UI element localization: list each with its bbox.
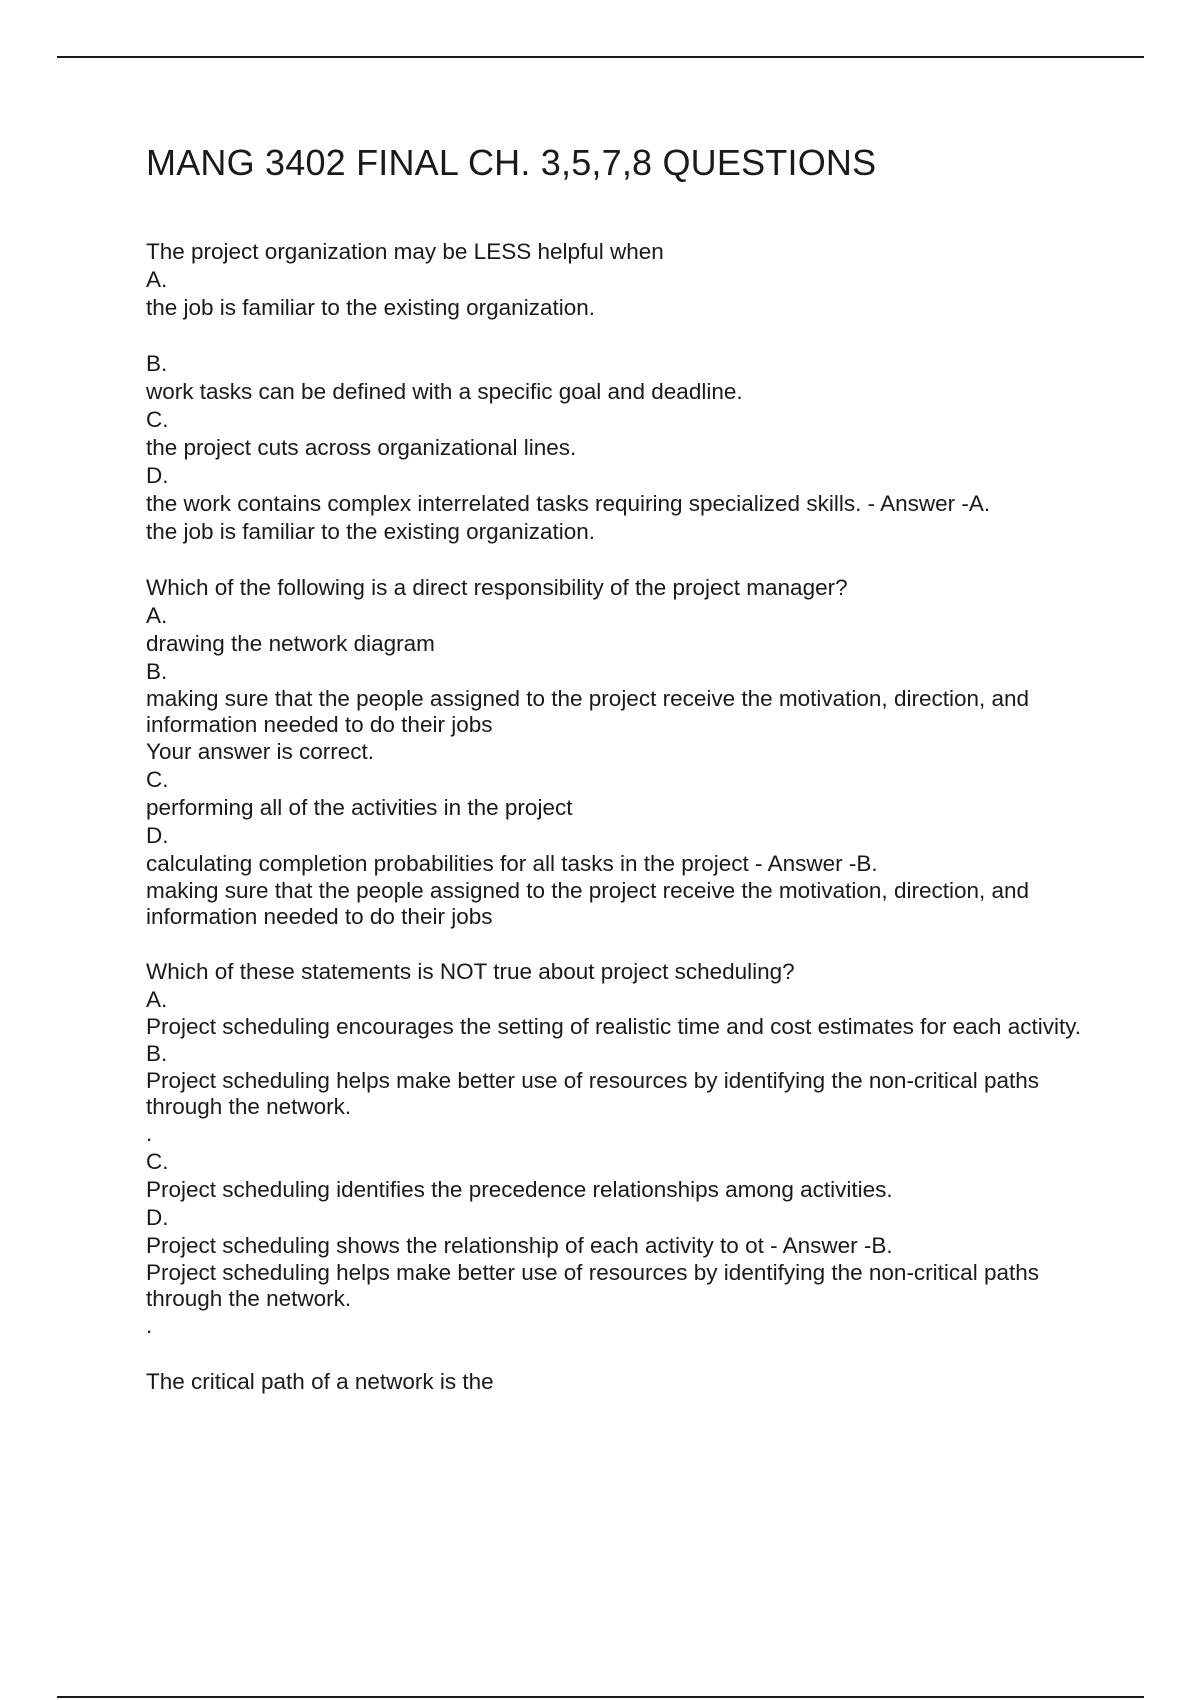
q3-option-c-label: C.	[146, 1149, 169, 1174]
question-3	[146, 958, 1086, 1340]
q1-answer-text: the job is familiar to the existing organization.	[146, 519, 595, 544]
q2-option-d-text: calculating completion probabilities for all tasks in the project - Answer -B.	[146, 851, 878, 876]
q3-option-b-label: B.	[146, 1041, 168, 1066]
q3-dot-separator: .	[146, 1121, 153, 1146]
q2-option-b-text: making sure that the people assigned to the project receive the motivation, direction, and information needed to do their jobs	[146, 686, 1030, 737]
q3-option-d-text: Project scheduling shows the relationship of each activity to ot - Answer -B.	[146, 1233, 893, 1258]
q1-option-d-label: D.	[146, 463, 169, 488]
q2-option-a-text: drawing the network diagram	[146, 631, 435, 656]
spacer	[146, 1340, 1086, 1368]
q1-option-c-label: C.	[146, 407, 169, 432]
q2-option-a-label: A.	[146, 603, 168, 628]
q1-option-b-text: work tasks can be defined with a specific goal and deadline.	[146, 379, 743, 404]
question-2	[146, 574, 1086, 930]
q3-question: Which of these statements is NOT true about project scheduling?	[146, 959, 795, 984]
q2-option-d-label: D.	[146, 823, 169, 848]
q1-question: The project organization may be LESS helpful when	[146, 239, 664, 264]
q3-option-a-text: Project scheduling encourages the setting of realistic time and cost estimates for each activity.	[146, 1014, 1082, 1039]
q2-option-c-label: C.	[146, 767, 169, 792]
q2-feedback: Your answer is correct.	[146, 739, 375, 764]
spacer	[146, 930, 1086, 958]
q3-option-d-label: D.	[146, 1205, 169, 1230]
top-rule	[57, 56, 1144, 58]
q1-option-b-label: B.	[146, 351, 168, 376]
question-4	[146, 1368, 1086, 1396]
q4-question: The critical path of a network is the	[146, 1369, 494, 1394]
q3-option-b-text: Project scheduling helps make better use of resources by identifying the non-critical paths through the network.	[146, 1068, 1039, 1119]
q2-option-b-label: B.	[146, 659, 168, 684]
q1-option-d-text: the work contains complex interrelated tasks requiring specialized skills. - Answer -A.	[146, 491, 991, 516]
q2-answer-text: making sure that the people assigned to the project receive the motivation, direction, and information needed to do their jobs	[146, 878, 1030, 929]
q3-answer-text: Project scheduling helps make better use of resources by identifying the non-critical paths through the network.	[146, 1260, 1039, 1311]
document-body	[146, 140, 1086, 1396]
q2-option-c-text: performing all of the activities in the project	[146, 795, 573, 820]
q1-option-a-text: the job is familiar to the existing organization.	[146, 295, 595, 320]
q1-option-c-text: the project cuts across organizational lines.	[146, 435, 577, 460]
document-title: MANG 3402 FINAL CH. 3,5,7,8 QUESTIONS	[146, 142, 877, 183]
bottom-rule	[57, 1696, 1144, 1698]
q3-option-a-label: A.	[146, 987, 168, 1012]
q1-option-a-label: A.	[146, 267, 168, 292]
q3-option-c-text: Project scheduling identifies the precedence relationships among activities.	[146, 1177, 893, 1202]
question-1	[146, 238, 1086, 546]
spacer	[146, 322, 1086, 350]
spacer	[146, 546, 1086, 574]
q3-dot-separator-2: .	[146, 1313, 153, 1338]
q2-question: Which of the following is a direct responsibility of the project manager?	[146, 575, 848, 600]
